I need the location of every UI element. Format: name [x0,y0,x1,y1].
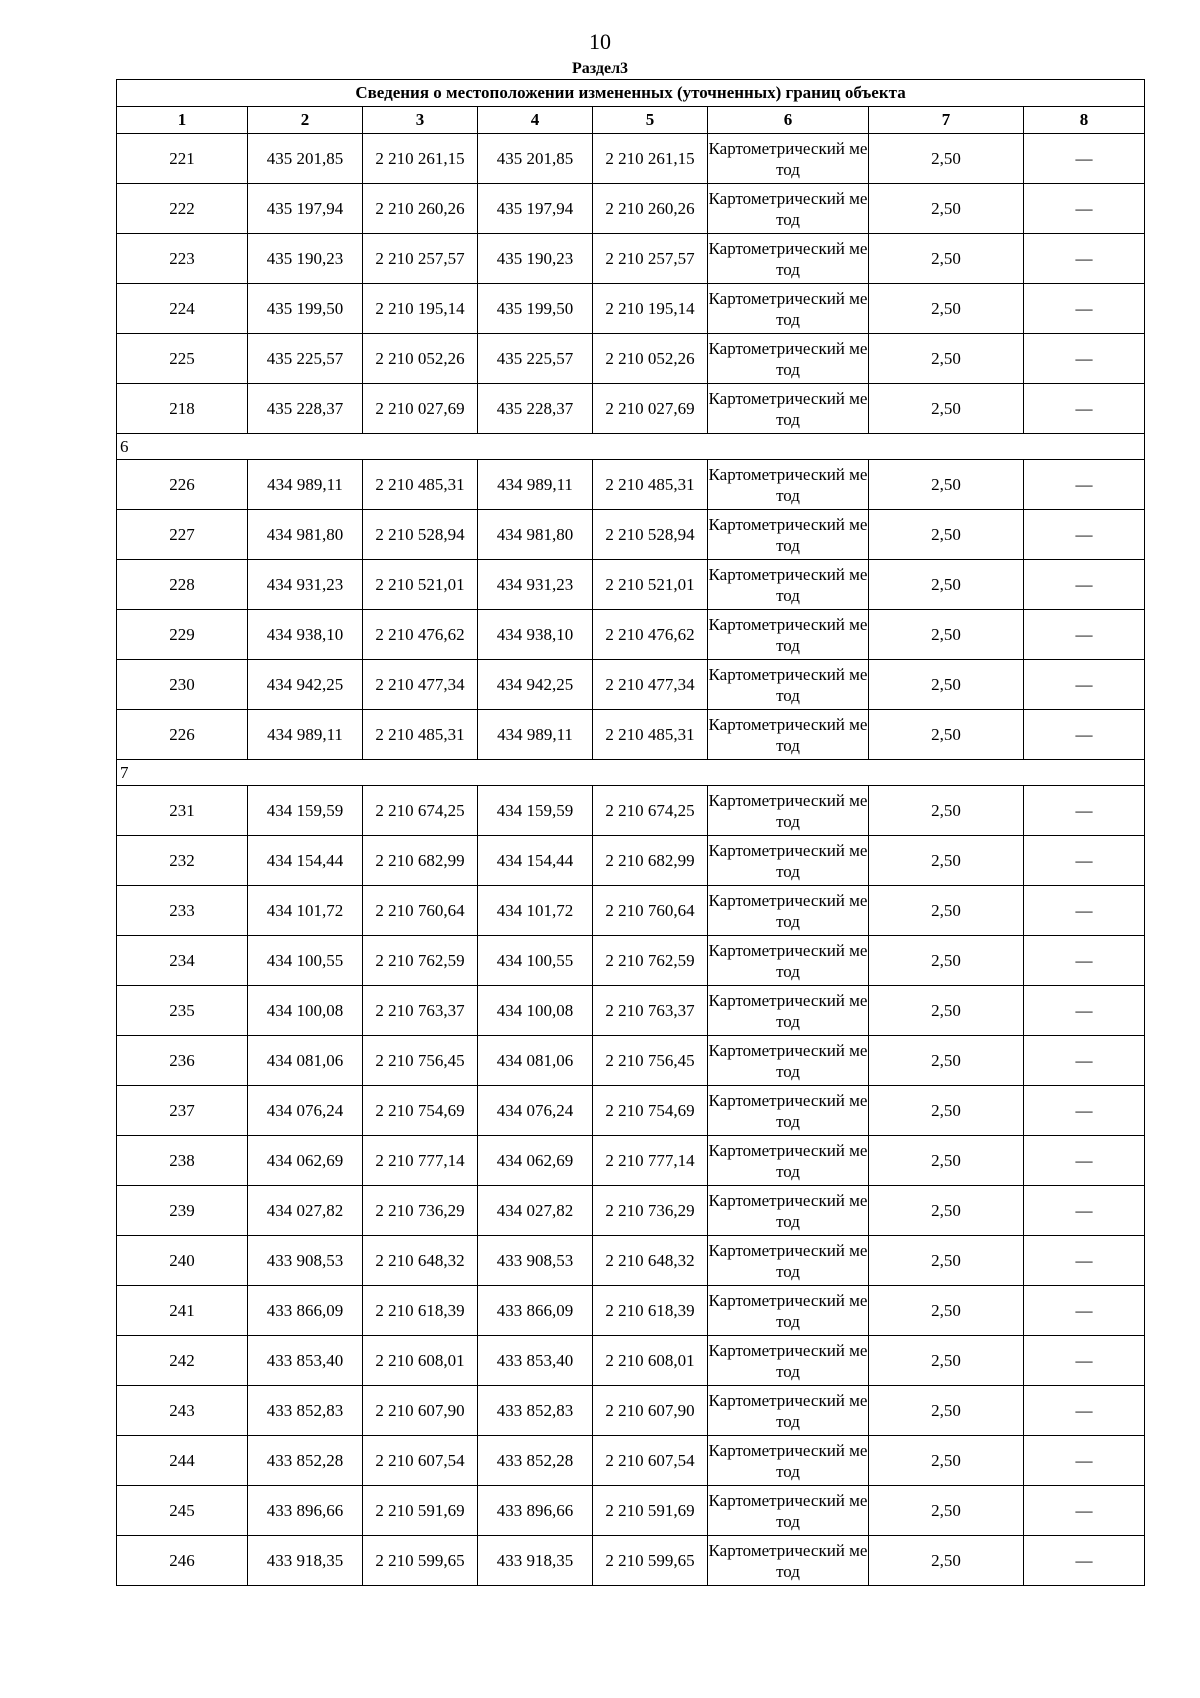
table-row [117,836,1145,886]
y-existing-cell: 2 210 618,39 [363,1286,478,1336]
point-number-cell: 225 [117,334,248,384]
accuracy-cell: 2,50 [869,660,1024,710]
accuracy-cell: 2,50 [869,786,1024,836]
point-number-cell: 227 [117,510,248,560]
table-body [117,134,1145,1586]
table-row [117,610,1145,660]
y-existing-cell: 2 210 762,59 [363,936,478,986]
x-new-cell: 434 027,82 [478,1186,593,1236]
table-row [117,1436,1145,1486]
y-new-cell: 2 210 648,32 [593,1236,708,1286]
point-number-cell: 228 [117,560,248,610]
point-number-cell: 239 [117,1186,248,1236]
point-number-cell: 240 [117,1236,248,1286]
point-number-cell: 221 [117,134,248,184]
x-existing-cell: 435 190,23 [248,234,363,284]
point-number-cell: 237 [117,1086,248,1136]
y-new-cell: 2 210 528,94 [593,510,708,560]
point-number-cell: 234 [117,936,248,986]
x-existing-cell: 435 201,85 [248,134,363,184]
accuracy-cell: 2,50 [869,234,1024,284]
x-new-cell: 434 062,69 [478,1136,593,1186]
x-new-cell: 433 853,40 [478,1336,593,1386]
column-header-4: 4 [478,107,593,134]
accuracy-cell: 2,50 [869,936,1024,986]
y-new-cell: 2 210 607,54 [593,1436,708,1486]
boundary-coordinates-table [116,79,1145,1586]
method-cell: Картометрический метод [708,134,869,184]
table-row [117,1136,1145,1186]
y-existing-cell: 2 210 682,99 [363,836,478,886]
description-cell: — [1024,334,1145,384]
x-existing-cell: 434 081,06 [248,1036,363,1086]
description-cell: — [1024,460,1145,510]
x-new-cell: 434 076,24 [478,1086,593,1136]
y-existing-cell: 2 210 485,31 [363,710,478,760]
y-existing-cell: 2 210 195,14 [363,284,478,334]
description-cell: — [1024,1536,1145,1586]
method-cell: Картометрический метод [708,460,869,510]
description-cell: — [1024,886,1145,936]
method-cell: Картометрический метод [708,1186,869,1236]
accuracy-cell: 2,50 [869,1136,1024,1186]
method-cell: Картометрический метод [708,1436,869,1486]
method-cell: Картометрический метод [708,836,869,886]
x-existing-cell: 434 942,25 [248,660,363,710]
table-row [117,660,1145,710]
method-cell: Картометрический метод [708,710,869,760]
x-new-cell: 433 896,66 [478,1486,593,1536]
method-cell: Картометрический метод [708,510,869,560]
contour-number: 6 [117,434,1145,460]
y-new-cell: 2 210 762,59 [593,936,708,986]
method-cell: Картометрический метод [708,284,869,334]
x-existing-cell: 434 989,11 [248,460,363,510]
point-number-cell: 229 [117,610,248,660]
x-new-cell: 434 081,06 [478,1036,593,1086]
column-header-2: 2 [248,107,363,134]
description-cell: — [1024,710,1145,760]
x-existing-cell: 433 918,35 [248,1536,363,1586]
table-row [117,936,1145,986]
x-new-cell: 435 190,23 [478,234,593,284]
section-title: Раздел3 [571,60,629,77]
y-new-cell: 2 210 754,69 [593,1086,708,1136]
y-new-cell: 2 210 591,69 [593,1486,708,1536]
y-new-cell: 2 210 763,37 [593,986,708,1036]
y-existing-cell: 2 210 591,69 [363,1486,478,1536]
table-header-row [117,107,1145,134]
y-new-cell: 2 210 777,14 [593,1136,708,1186]
x-new-cell: 435 225,57 [478,334,593,384]
description-cell: — [1024,1086,1145,1136]
x-existing-cell: 434 154,44 [248,836,363,886]
y-new-cell: 2 210 682,99 [593,836,708,886]
method-cell: Картометрический метод [708,786,869,836]
y-new-cell: 2 210 607,90 [593,1386,708,1436]
point-number-cell: 233 [117,886,248,936]
point-number-cell: 235 [117,986,248,1036]
accuracy-cell: 2,50 [869,134,1024,184]
table-row [117,134,1145,184]
column-header-7: 7 [869,107,1024,134]
description-cell: — [1024,1386,1145,1436]
column-header-3: 3 [363,107,478,134]
y-new-cell: 2 210 608,01 [593,1336,708,1386]
table-row [117,560,1145,610]
accuracy-cell: 2,50 [869,836,1024,886]
method-cell: Картометрический метод [708,1136,869,1186]
x-new-cell: 434 931,23 [478,560,593,610]
point-number-cell: 244 [117,1436,248,1486]
accuracy-cell: 2,50 [869,1086,1024,1136]
x-existing-cell: 434 981,80 [248,510,363,560]
x-existing-cell: 435 197,94 [248,184,363,234]
point-number-cell: 222 [117,184,248,234]
description-cell: — [1024,510,1145,560]
description-cell: — [1024,1436,1145,1486]
method-cell: Картометрический метод [708,1336,869,1386]
accuracy-cell: 2,50 [869,384,1024,434]
method-cell: Картометрический метод [708,234,869,284]
description-cell: — [1024,610,1145,660]
method-cell: Картометрический метод [708,660,869,710]
page-number: 10 [589,29,611,54]
point-number-cell: 242 [117,1336,248,1386]
y-new-cell: 2 210 476,62 [593,610,708,660]
point-number-cell: 243 [117,1386,248,1436]
point-number-cell: 246 [117,1536,248,1586]
table-row [117,510,1145,560]
table-row [117,710,1145,760]
table-row [117,184,1145,234]
accuracy-cell: 2,50 [869,1386,1024,1436]
y-existing-cell: 2 210 599,65 [363,1536,478,1586]
contour-number: 7 [117,760,1145,786]
description-cell: — [1024,1236,1145,1286]
column-header-8: 8 [1024,107,1145,134]
accuracy-cell: 2,50 [869,1436,1024,1486]
column-header-5: 5 [593,107,708,134]
description-cell: — [1024,836,1145,886]
accuracy-cell: 2,50 [869,284,1024,334]
y-new-cell: 2 210 052,26 [593,334,708,384]
accuracy-cell: 2,50 [869,510,1024,560]
method-cell: Картометрический метод [708,560,869,610]
accuracy-cell: 2,50 [869,610,1024,660]
method-cell: Картометрический метод [708,334,869,384]
accuracy-cell: 2,50 [869,560,1024,610]
method-cell: Картометрический метод [708,986,869,1036]
method-cell: Картометрический метод [708,1536,869,1586]
y-existing-cell: 2 210 674,25 [363,786,478,836]
x-existing-cell: 434 101,72 [248,886,363,936]
accuracy-cell: 2,50 [869,1286,1024,1336]
y-new-cell: 2 210 195,14 [593,284,708,334]
method-cell: Картометрический метод [708,1236,869,1286]
x-new-cell: 435 201,85 [478,134,593,184]
y-new-cell: 2 210 736,29 [593,1186,708,1236]
accuracy-cell: 2,50 [869,1236,1024,1286]
x-existing-cell: 433 896,66 [248,1486,363,1536]
table-row [117,234,1145,284]
x-new-cell: 434 100,55 [478,936,593,986]
y-existing-cell: 2 210 261,15 [363,134,478,184]
description-cell: — [1024,284,1145,334]
y-existing-cell: 2 210 756,45 [363,1036,478,1086]
accuracy-cell: 2,50 [869,1336,1024,1386]
x-new-cell: 434 100,08 [478,986,593,1036]
y-existing-cell: 2 210 607,90 [363,1386,478,1436]
point-number-cell: 226 [117,710,248,760]
table-row [117,460,1145,510]
x-new-cell: 434 989,11 [478,460,593,510]
table-row [117,384,1145,434]
point-number-cell: 226 [117,460,248,510]
description-cell: — [1024,986,1145,1036]
y-existing-cell: 2 210 608,01 [363,1336,478,1386]
x-existing-cell: 435 225,57 [248,334,363,384]
y-existing-cell: 2 210 528,94 [363,510,478,560]
method-cell: Картометрический метод [708,1386,869,1436]
description-cell: — [1024,134,1145,184]
description-cell: — [1024,560,1145,610]
x-existing-cell: 434 100,55 [248,936,363,986]
x-existing-cell: 433 908,53 [248,1236,363,1286]
description-cell: — [1024,1336,1145,1386]
point-number-cell: 224 [117,284,248,334]
point-number-cell: 241 [117,1286,248,1336]
contour-group-row [117,760,1145,786]
table-row [117,1086,1145,1136]
y-existing-cell: 2 210 521,01 [363,560,478,610]
point-number-cell: 231 [117,786,248,836]
description-cell: — [1024,1286,1145,1336]
x-existing-cell: 434 938,10 [248,610,363,660]
y-new-cell: 2 210 756,45 [593,1036,708,1086]
y-existing-cell: 2 210 260,26 [363,184,478,234]
y-existing-cell: 2 210 760,64 [363,886,478,936]
point-number-cell: 245 [117,1486,248,1536]
y-existing-cell: 2 210 027,69 [363,384,478,434]
x-existing-cell: 433 852,83 [248,1386,363,1436]
y-new-cell: 2 210 760,64 [593,886,708,936]
point-number-cell: 223 [117,234,248,284]
description-cell: — [1024,660,1145,710]
y-existing-cell: 2 210 754,69 [363,1086,478,1136]
table-row [117,886,1145,936]
description-cell: — [1024,234,1145,284]
x-existing-cell: 434 062,69 [248,1136,363,1186]
accuracy-cell: 2,50 [869,184,1024,234]
point-number-cell: 230 [117,660,248,710]
x-new-cell: 434 159,59 [478,786,593,836]
method-cell: Картометрический метод [708,1036,869,1086]
x-new-cell: 434 981,80 [478,510,593,560]
point-number-cell: 236 [117,1036,248,1086]
description-cell: — [1024,1486,1145,1536]
y-new-cell: 2 210 257,57 [593,234,708,284]
method-cell: Картометрический метод [708,1486,869,1536]
y-existing-cell: 2 210 736,29 [363,1186,478,1236]
accuracy-cell: 2,50 [869,460,1024,510]
description-cell: — [1024,786,1145,836]
column-header-6: 6 [708,107,869,134]
table-row [117,1286,1145,1336]
method-cell: Картометрический метод [708,384,869,434]
y-new-cell: 2 210 618,39 [593,1286,708,1336]
method-cell: Картометрический метод [708,936,869,986]
y-new-cell: 2 210 477,34 [593,660,708,710]
accuracy-cell: 2,50 [869,886,1024,936]
x-new-cell: 433 918,35 [478,1536,593,1586]
y-new-cell: 2 210 599,65 [593,1536,708,1586]
table-row [117,1486,1145,1536]
x-new-cell: 434 942,25 [478,660,593,710]
accuracy-cell: 2,50 [869,710,1024,760]
contour-group-row [117,434,1145,460]
y-new-cell: 2 210 485,31 [593,710,708,760]
point-number-cell: 232 [117,836,248,886]
table-row [117,1536,1145,1586]
method-cell: Картометрический метод [708,1286,869,1336]
x-existing-cell: 434 076,24 [248,1086,363,1136]
x-new-cell: 434 154,44 [478,836,593,886]
accuracy-cell: 2,50 [869,1036,1024,1086]
y-existing-cell: 2 210 257,57 [363,234,478,284]
accuracy-cell: 2,50 [869,1536,1024,1586]
table-row [117,1036,1145,1086]
y-new-cell: 2 210 260,26 [593,184,708,234]
description-cell: — [1024,936,1145,986]
accuracy-cell: 2,50 [869,334,1024,384]
description-cell: — [1024,1136,1145,1186]
description-cell: — [1024,184,1145,234]
accuracy-cell: 2,50 [869,1186,1024,1236]
x-existing-cell: 434 100,08 [248,986,363,1036]
column-header-1: 1 [117,107,248,134]
x-new-cell: 433 908,53 [478,1236,593,1286]
x-existing-cell: 433 853,40 [248,1336,363,1386]
y-existing-cell: 2 210 477,34 [363,660,478,710]
y-existing-cell: 2 210 052,26 [363,334,478,384]
y-new-cell: 2 210 485,31 [593,460,708,510]
table-row [117,334,1145,384]
table-row [117,986,1145,1036]
method-cell: Картометрический метод [708,1086,869,1136]
y-existing-cell: 2 210 648,32 [363,1236,478,1286]
y-new-cell: 2 210 027,69 [593,384,708,434]
y-existing-cell: 2 210 777,14 [363,1136,478,1186]
y-existing-cell: 2 210 476,62 [363,610,478,660]
method-cell: Картометрический метод [708,184,869,234]
x-new-cell: 435 197,94 [478,184,593,234]
point-number-cell: 238 [117,1136,248,1186]
description-cell: — [1024,384,1145,434]
description-cell: — [1024,1036,1145,1086]
y-existing-cell: 2 210 607,54 [363,1436,478,1486]
y-existing-cell: 2 210 485,31 [363,460,478,510]
x-new-cell: 434 989,11 [478,710,593,760]
x-new-cell: 433 852,28 [478,1436,593,1486]
method-cell: Картометрический метод [708,610,869,660]
x-new-cell: 434 101,72 [478,886,593,936]
method-cell: Картометрический метод [708,886,869,936]
y-new-cell: 2 210 261,15 [593,134,708,184]
x-new-cell: 433 866,09 [478,1286,593,1336]
y-existing-cell: 2 210 763,37 [363,986,478,1036]
table-row [117,1386,1145,1436]
x-existing-cell: 435 228,37 [248,384,363,434]
x-existing-cell: 434 931,23 [248,560,363,610]
y-new-cell: 2 210 521,01 [593,560,708,610]
table-row [117,284,1145,334]
x-existing-cell: 434 989,11 [248,710,363,760]
y-new-cell: 2 210 674,25 [593,786,708,836]
accuracy-cell: 2,50 [869,986,1024,1036]
x-new-cell: 434 938,10 [478,610,593,660]
x-new-cell: 435 199,50 [478,284,593,334]
table-caption: Сведения о местоположении измененных (уточненных) границ объекта [117,80,1145,107]
x-existing-cell: 433 866,09 [248,1286,363,1336]
x-existing-cell: 433 852,28 [248,1436,363,1486]
table-row [117,1236,1145,1286]
table-row [117,1186,1145,1236]
x-new-cell: 435 228,37 [478,384,593,434]
x-new-cell: 433 852,83 [478,1386,593,1436]
x-existing-cell: 434 159,59 [248,786,363,836]
point-number-cell: 218 [117,384,248,434]
table-row [117,786,1145,836]
table-row [117,1336,1145,1386]
accuracy-cell: 2,50 [869,1486,1024,1536]
description-cell: — [1024,1186,1145,1236]
x-existing-cell: 435 199,50 [248,284,363,334]
x-existing-cell: 434 027,82 [248,1186,363,1236]
